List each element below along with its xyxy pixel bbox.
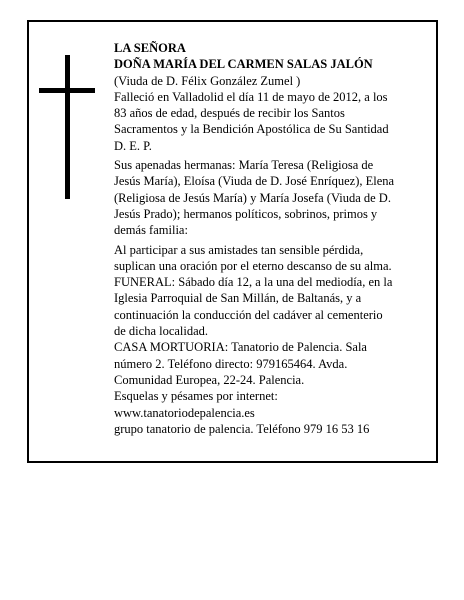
family-line: Jesús María), Eloísa (Viuda de D. José Enríquez), Elena [114,174,395,189]
notice-text [114,40,434,437]
family-line: Sus apenadas hermanas: María Teresa (Religiosa de [114,158,374,173]
cross-vertical-bar [65,55,70,199]
request-paragraph [114,242,434,275]
death-line: D. E. P. [114,138,152,153]
death-line: 83 años de edad, después de recibir los Santos [114,106,345,121]
funeral-line: FUNERAL: Sábado día 12, a la una del mediodía, en la [114,275,393,290]
family-line: Jesús Prado); hermanos políticos, sobrinos, primos y [114,206,378,221]
mortuary-line: CASA MORTUORIA: Tanatorio de Palencia. Sala [114,340,367,355]
death-paragraph [114,89,434,154]
funeral-line: de dicha localidad. [114,324,209,339]
family-line: (Religiosa de Jesús María) y María Josefa (Viuda de D. [114,190,391,205]
online-line: Esquelas y pésames por internet: [114,389,278,404]
funeral-paragraph [114,274,434,339]
deceased-name: DOÑA MARÍA DEL CARMEN SALAS JALÓN [114,57,373,72]
online-line: grupo tanatorio de palencia. Teléfono 979 16 53 16 [114,421,370,436]
funeral-line: Iglesia Parroquial de San Millán, de Baltanás, y a [114,291,362,306]
mortuary-paragraph [114,339,434,388]
mortuary-line: número 2. Teléfono directo: 979165464. Avda. [114,356,348,371]
widow-of-line: (Viuda de D. Félix González Zumel ) [114,73,301,88]
funeral-line: continuación la conducción del cadáver al cementerio [114,307,383,322]
obituary-notice [27,20,438,463]
request-line: Al participar a sus amistades tan sensible pérdida, [114,242,364,257]
online-paragraph [114,388,434,437]
website-link[interactable]: www.tanatoriodepalencia.es [114,405,255,420]
cross-horizontal-bar [39,88,95,93]
death-line: Falleció en Valladolid el día 11 de mayo de 2012, a los [114,89,388,104]
family-line: demás familia: [114,223,188,238]
mortuary-line: Comunidad Europea, 22-24. Palencia. [114,372,305,387]
death-line: Sacramentos y la Bendición Apostólica de Su Santidad [114,122,389,137]
request-line: suplican una oración por el eterno descanso de su alma. [114,258,392,273]
cross-icon [39,55,95,199]
family-paragraph [114,157,434,238]
title-line: LA SEÑORA [114,41,186,55]
